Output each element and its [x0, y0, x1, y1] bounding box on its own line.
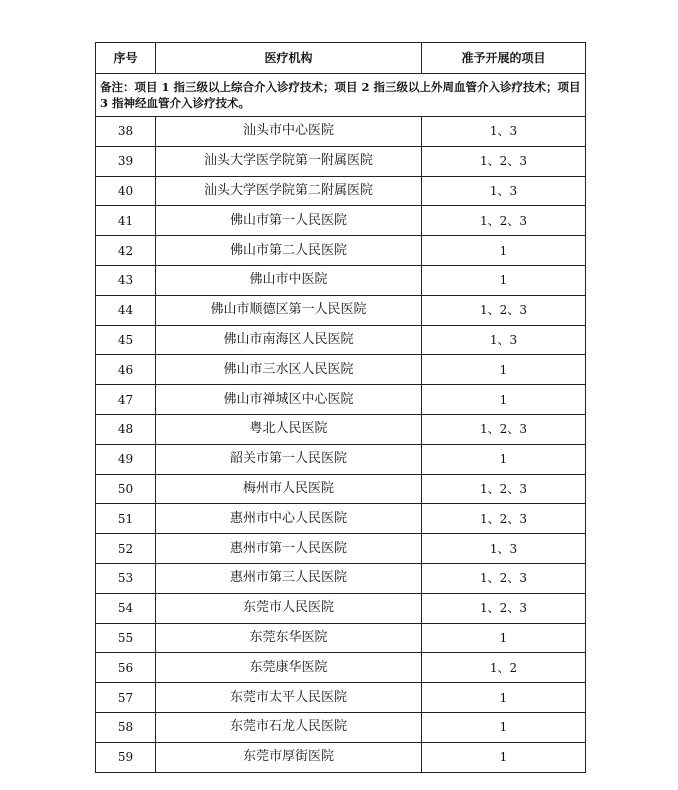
row-institution: 佛山市顺德区第一人民医院 — [156, 295, 422, 325]
row-serial: 42 — [96, 236, 156, 266]
table-row — [96, 712, 586, 742]
row-institution: 东莞市厚街医院 — [156, 742, 422, 772]
table-row — [96, 444, 586, 474]
table-row — [96, 653, 586, 683]
row-items: 1、3 — [422, 176, 586, 206]
table-row — [96, 206, 586, 236]
row-serial: 46 — [96, 355, 156, 385]
table-row — [96, 563, 586, 593]
table-row — [96, 265, 586, 295]
row-items: 1 — [422, 385, 586, 415]
header-institution: 医疗机构 — [156, 43, 422, 74]
row-items: 1、3 — [422, 117, 586, 147]
row-serial: 49 — [96, 444, 156, 474]
row-serial: 58 — [96, 712, 156, 742]
header-serial: 序号 — [96, 43, 156, 74]
row-institution: 佛山市南海区人民医院 — [156, 325, 422, 355]
row-serial: 59 — [96, 742, 156, 772]
row-institution: 佛山市第二人民医院 — [156, 236, 422, 266]
row-items: 1、2、3 — [422, 563, 586, 593]
row-items: 1、2、3 — [422, 474, 586, 504]
row-serial: 53 — [96, 563, 156, 593]
row-items: 1、3 — [422, 534, 586, 564]
table-row — [96, 474, 586, 504]
row-serial: 38 — [96, 117, 156, 147]
table-row — [96, 742, 586, 772]
row-serial: 48 — [96, 414, 156, 444]
row-institution: 东莞康华医院 — [156, 653, 422, 683]
row-institution: 东莞市人民医院 — [156, 593, 422, 623]
row-items: 1 — [422, 742, 586, 772]
row-institution: 韶关市第一人民医院 — [156, 444, 422, 474]
row-serial: 51 — [96, 504, 156, 534]
table-row — [96, 504, 586, 534]
row-serial: 57 — [96, 683, 156, 713]
table-row — [96, 325, 586, 355]
note-row — [96, 74, 586, 117]
table-row — [96, 593, 586, 623]
row-items: 1、2、3 — [422, 414, 586, 444]
row-serial: 44 — [96, 295, 156, 325]
row-items: 1 — [422, 683, 586, 713]
row-items: 1 — [422, 712, 586, 742]
table-row — [96, 176, 586, 206]
row-items: 1、2 — [422, 653, 586, 683]
row-institution: 佛山市第一人民医院 — [156, 206, 422, 236]
row-institution: 惠州市中心人民医院 — [156, 504, 422, 534]
row-institution: 惠州市第三人民医院 — [156, 563, 422, 593]
document-page — [95, 42, 585, 773]
row-items: 1、2、3 — [422, 146, 586, 176]
row-items: 1、2、3 — [422, 593, 586, 623]
row-institution: 粤北人民医院 — [156, 414, 422, 444]
table-note: 备注：项目 1 指三级以上综合介入诊疗技术；项目 2 指三级以上外周血管介入诊疗技术；项目 3 指神经血管介入诊疗技术。 — [96, 74, 586, 117]
row-institution: 佛山市三水区人民医院 — [156, 355, 422, 385]
row-items: 1 — [422, 355, 586, 385]
row-items: 1 — [422, 236, 586, 266]
table-row — [96, 146, 586, 176]
row-items: 1、2、3 — [422, 295, 586, 325]
row-institution: 惠州市第一人民医院 — [156, 534, 422, 564]
row-institution: 佛山市禅城区中心医院 — [156, 385, 422, 415]
row-items: 1 — [422, 623, 586, 653]
row-institution: 梅州市人民医院 — [156, 474, 422, 504]
row-serial: 43 — [96, 265, 156, 295]
row-serial: 56 — [96, 653, 156, 683]
header-items: 准予开展的项目 — [422, 43, 586, 74]
table-row — [96, 295, 586, 325]
row-items: 1 — [422, 444, 586, 474]
row-institution: 汕头大学医学院第二附属医院 — [156, 176, 422, 206]
row-items: 1 — [422, 265, 586, 295]
row-items: 1、3 — [422, 325, 586, 355]
row-serial: 50 — [96, 474, 156, 504]
row-serial: 41 — [96, 206, 156, 236]
table-row — [96, 534, 586, 564]
table-row — [96, 236, 586, 266]
row-institution: 佛山市中医院 — [156, 265, 422, 295]
row-items: 1、2、3 — [422, 504, 586, 534]
row-institution: 东莞市石龙人民医院 — [156, 712, 422, 742]
table-row — [96, 414, 586, 444]
table-body — [96, 74, 586, 773]
institution-table — [95, 42, 586, 773]
table-row — [96, 683, 586, 713]
row-serial: 47 — [96, 385, 156, 415]
table-row — [96, 385, 586, 415]
row-institution: 东莞东华医院 — [156, 623, 422, 653]
row-institution: 汕头大学医学院第一附属医院 — [156, 146, 422, 176]
row-serial: 55 — [96, 623, 156, 653]
row-serial: 52 — [96, 534, 156, 564]
row-serial: 40 — [96, 176, 156, 206]
table-row — [96, 623, 586, 653]
row-serial: 45 — [96, 325, 156, 355]
row-serial: 39 — [96, 146, 156, 176]
row-institution: 汕头市中心医院 — [156, 117, 422, 147]
table-row — [96, 117, 586, 147]
row-items: 1、2、3 — [422, 206, 586, 236]
table-row — [96, 355, 586, 385]
table-header-row — [96, 43, 586, 74]
row-institution: 东莞市太平人民医院 — [156, 683, 422, 713]
row-serial: 54 — [96, 593, 156, 623]
